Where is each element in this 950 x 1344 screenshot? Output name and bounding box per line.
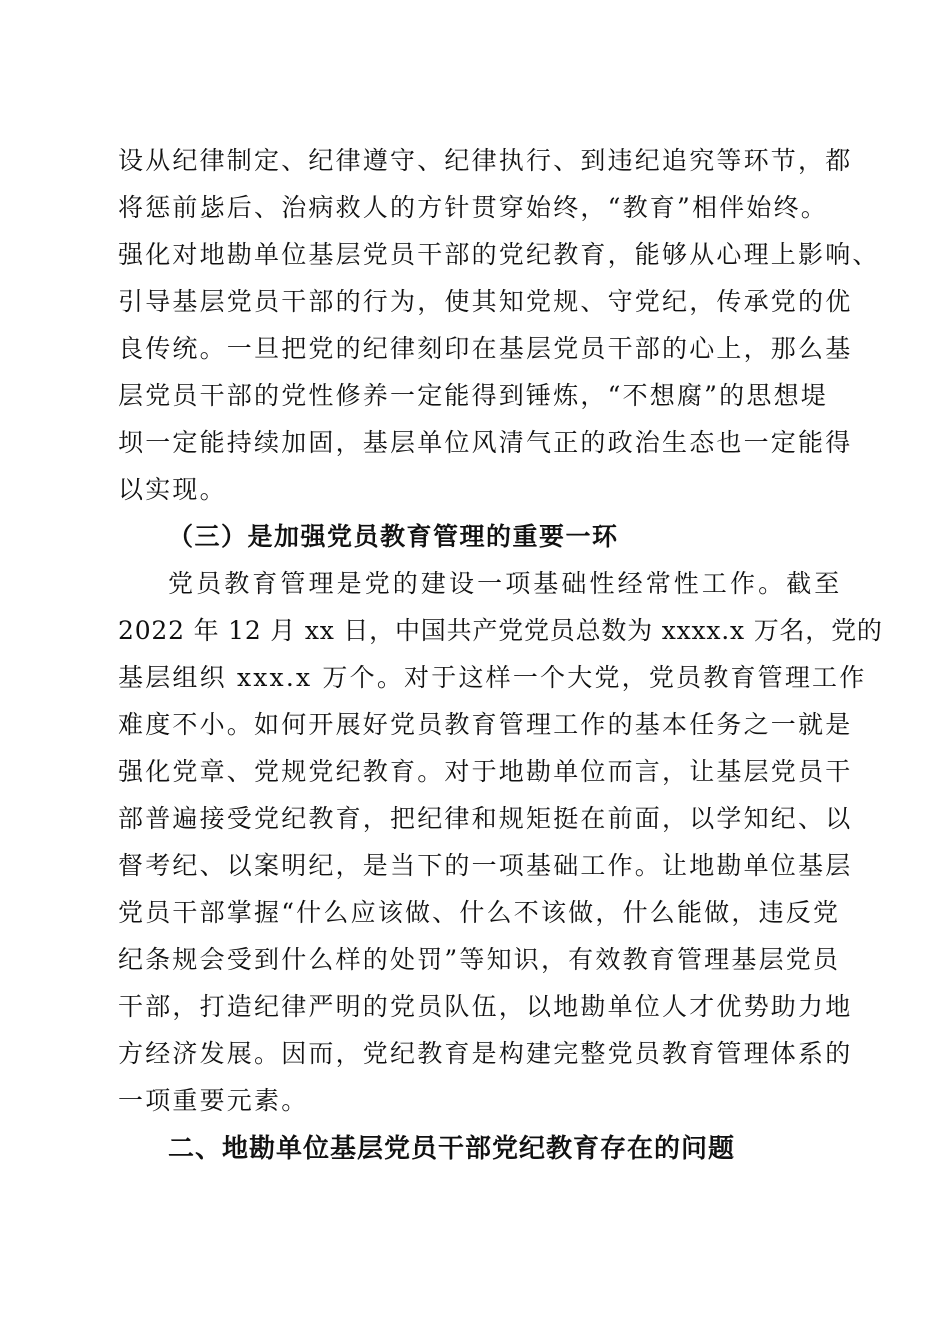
paragraph-2-line-11: 方经济发展。因而，党纪教育是构建完整党员教育管理体系的 (118, 1039, 853, 1068)
paragraph-1-line-2: 将惩前毖后、治病救人的方针贯穿始终，“教育”相伴始终。 (118, 193, 828, 222)
subheading-3: （三）是加强党员教育管理的重要一环 (168, 522, 619, 551)
paragraph-2-line-10: 干部，打造纪律严明的党员队伍，以地勘单位人才优势助力地 (118, 992, 853, 1021)
section-heading-2: 二、地勘单位基层党员干部党纪教育存在的问题 (168, 1134, 736, 1164)
paragraph-1-line-3: 强化对地勘单位基层党员干部的党纪教育，能够从心理上影响、 (118, 240, 880, 269)
paragraph-2-line-6: 部普遍接受党纪教育，把纪律和规矩挺在前面，以学知纪、以 (118, 804, 853, 833)
paragraph-2-line-9: 纪条规会受到什么样的处罚”等知识，有效教育管理基层党员 (118, 945, 841, 974)
paragraph-1-line-7: 坝一定能持续加固，基层单位风清气正的政治生态也一定能得 (118, 428, 853, 457)
paragraph-1-line-1: 设从纪律制定、纪律遵守、纪律执行、到违纪追究等环节，都 (118, 146, 853, 175)
paragraph-2-line-7: 督考纪、以案明纪，是当下的一项基础工作。让地勘单位基层 (118, 851, 853, 880)
paragraph-1-line-4: 引导基层党员干部的行为，使其知党规、守党纪，传承党的优 (118, 287, 853, 316)
paragraph-2-line-2: 2022 年 12 月 xx 日，中国共产党党员总数为 xxxx.x 万名，党的 (118, 616, 883, 645)
paragraph-2-line-5: 强化党章、党规党纪教育。对于地勘单位而言，让基层党员干 (118, 757, 853, 786)
paragraph-1-line-8: 以实现。 (118, 475, 227, 504)
paragraph-2-line-3: 基层组织 xxx.x 万个。对于这样一个大党，党员教育管理工作 (118, 663, 867, 692)
paragraph-2-line-4: 难度不小。如何开展好党员教育管理工作的基本任务之一就是 (118, 710, 853, 739)
paragraph-1-line-6: 层党员干部的党性修养一定能得到锤炼，“不想腐”的思想堤 (118, 381, 828, 410)
paragraph-1-line-5: 良传统。一旦把党的纪律刻印在基层党员干部的心上，那么基 (118, 334, 853, 363)
paragraph-2-line-12: 一项重要元素。 (118, 1086, 309, 1115)
paragraph-2-line-1: 党员教育管理是党的建设一项基础性经常性工作。截至 (168, 569, 843, 598)
paragraph-2-line-8: 党员干部掌握“什么应该做、什么不该做，什么能做，违反党 (118, 898, 841, 927)
